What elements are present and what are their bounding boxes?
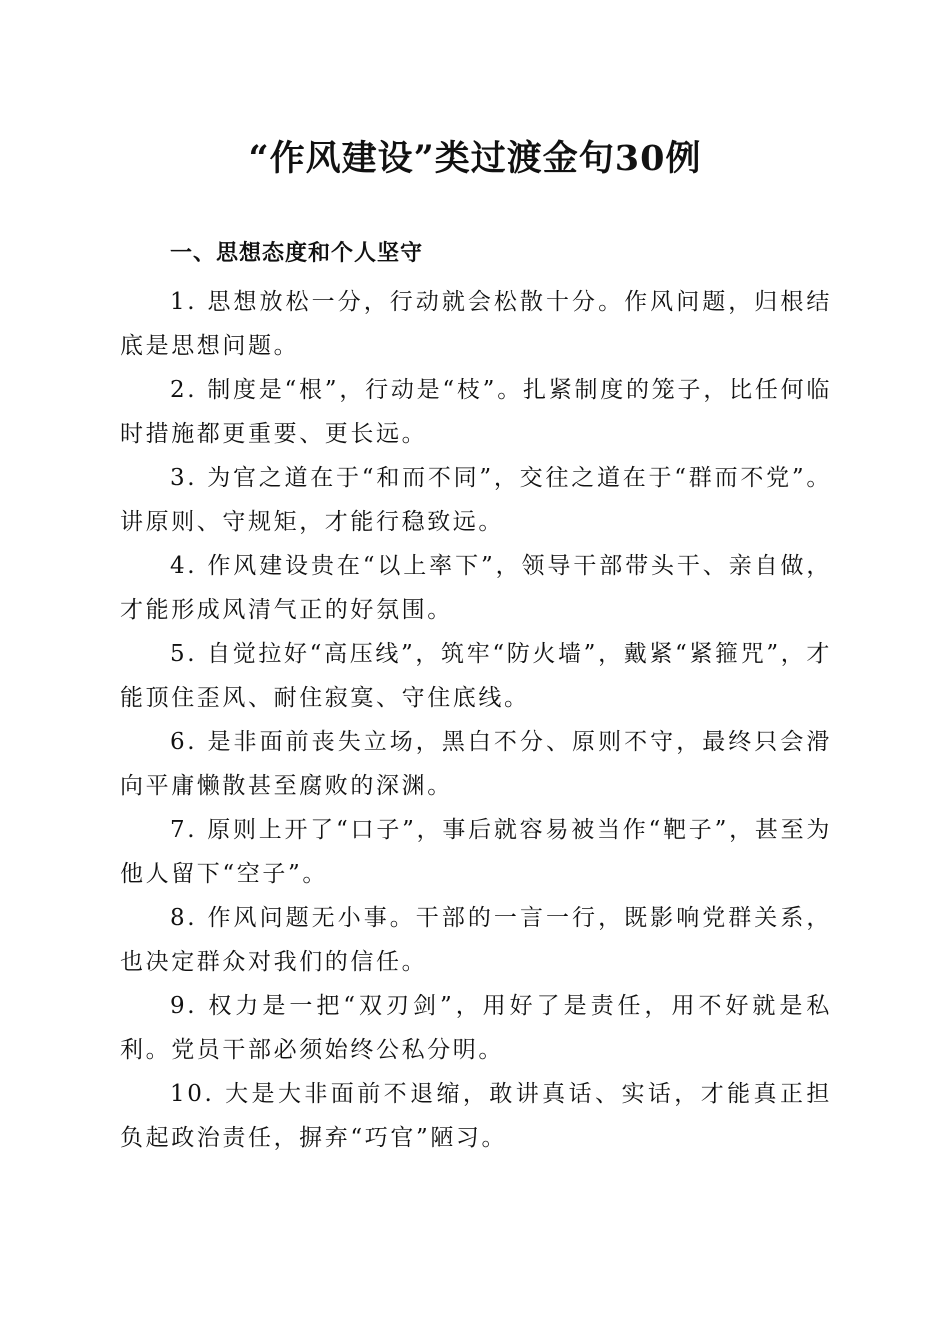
- list-item: 6. 是非面前丧失立场，黑白不分、原则不守，最终只会滑向平庸懒散甚至腐败的深渊。: [120, 729, 832, 799]
- list-item: 3. 为官之道在于“和而不同”，交往之道在于“群而不党”。讲原则、守规矩，才能行稳致远。: [120, 465, 832, 535]
- item-list: [120, 280, 832, 1160]
- list-item: 2. 制度是“根”，行动是“枝”。扎紧制度的笼子，比任何临时措施都更重要、更长远。: [120, 377, 832, 447]
- list-item: 5. 自觉拉好“高压线”，筑牢“防火墙”，戴紧“紧箍咒”，才能顶住歪风、耐住寂寞、守住底线。: [120, 641, 832, 711]
- document-title: “作风建设”类过渡金句30例: [248, 138, 702, 179]
- list-item: 9. 权力是一把“双刃剑”，用好了是责任，用不好就是私利。党员干部必须始终公私分明。: [120, 993, 832, 1063]
- list-item: 1. 思想放松一分，行动就会松散十分。作风问题，归根结底是思想问题。: [120, 289, 832, 359]
- list-item: 8. 作风问题无小事。干部的一言一行，既影响党群关系，也决定群众对我们的信任。: [120, 905, 832, 975]
- list-item: 4. 作风建设贵在“以上率下”，领导干部带头干、亲自做，才能形成风清气正的好氛围。: [120, 553, 832, 623]
- list-item: 7. 原则上开了“口子”，事后就容易被当作“靶子”，甚至为他人留下“空子”。: [120, 817, 832, 887]
- list-item: 10. 大是大非面前不退缩，敢讲真话、实话，才能真正担负起政治责任，摒弃“巧官”陋习。: [120, 1081, 832, 1151]
- section-heading: 一、思想态度和个人坚守: [170, 241, 424, 266]
